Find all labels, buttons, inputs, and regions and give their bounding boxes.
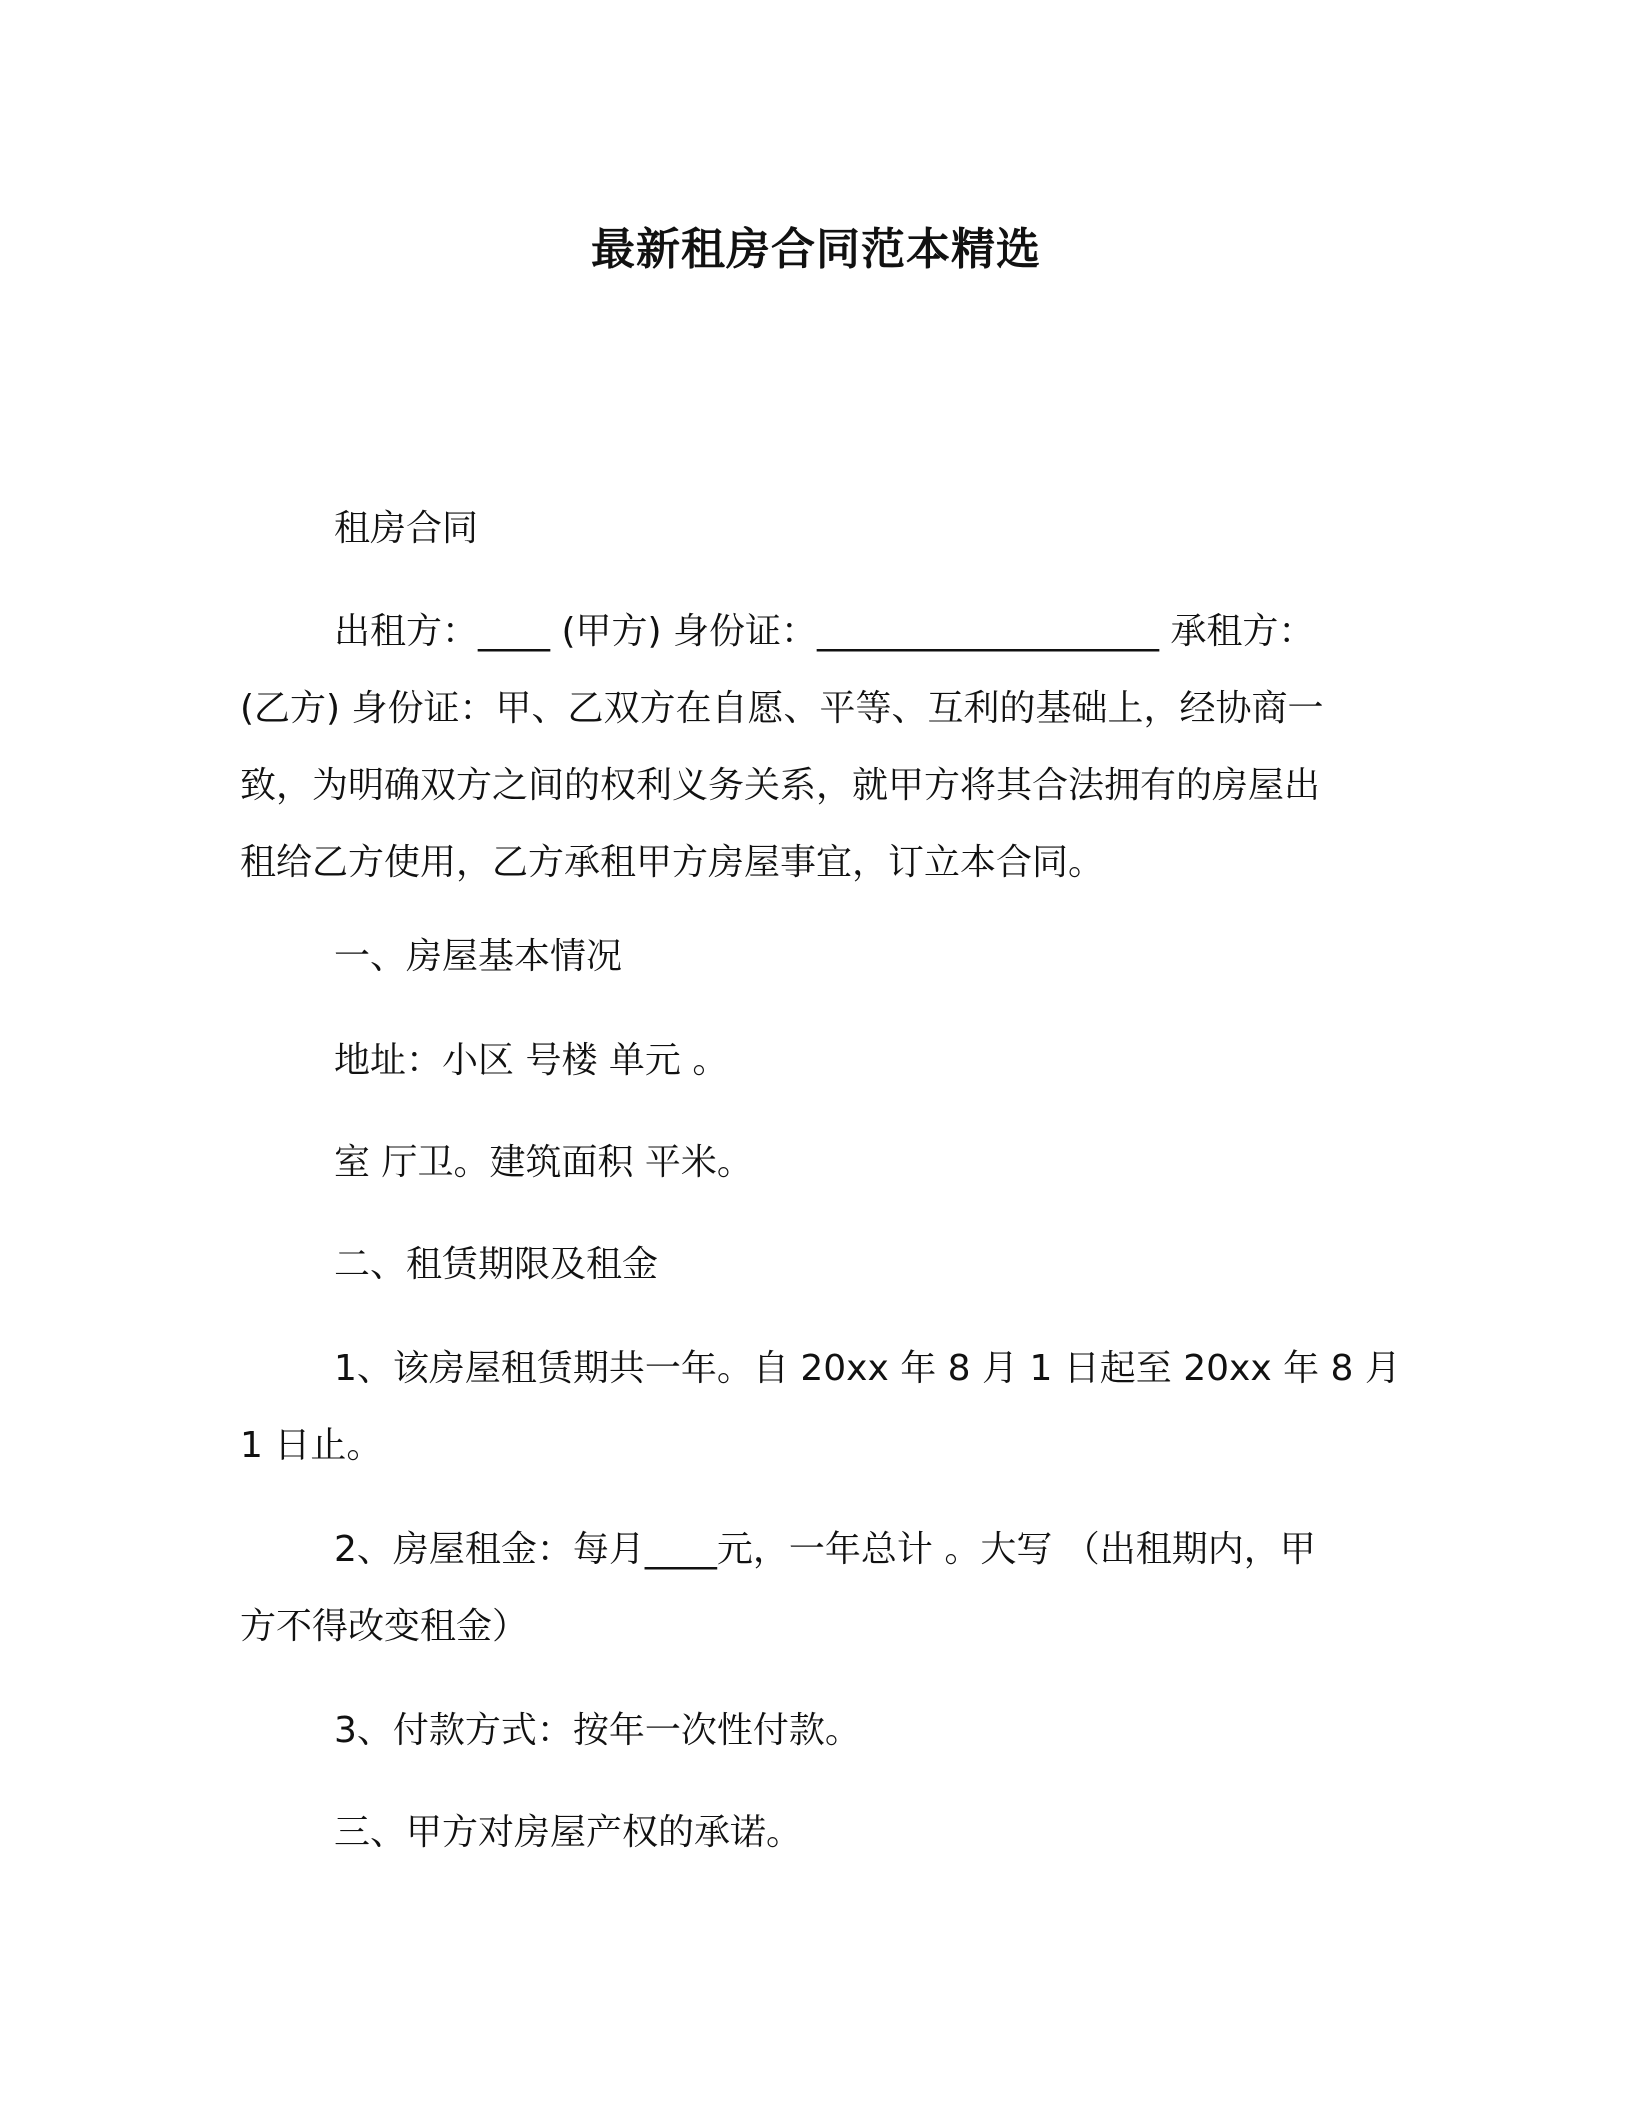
- contract-subtitle: 租房合同: [334, 508, 479, 549]
- intro-line-4: 租给乙方使用，乙方承租甲方房屋事宜，订立本合同。: [240, 842, 1105, 883]
- intro-line-2: (乙方) 身份证：甲、乙双方在自愿、平等、互利的基础上，经协商一: [240, 688, 1324, 729]
- intro-line-1: 出租方：____ (甲方) 身份证：___________________ 承租方：: [334, 611, 1315, 652]
- room-line: 室 厅卫。建筑面积 平米。: [334, 1142, 753, 1183]
- rent-line-2: 方不得改变租金）: [240, 1606, 529, 1647]
- lease-term-line-2: 1 日止。: [240, 1425, 383, 1466]
- section-heading-2: 二、租赁期限及租金: [334, 1244, 659, 1285]
- address-line: 地址：小区 号楼 单元 。: [334, 1040, 729, 1081]
- intro-line-3: 致，为明确双方之间的权利义务关系，就甲方将其合法拥有的房屋出: [240, 765, 1321, 806]
- document-title: 最新租房合同范本精选: [591, 224, 1041, 275]
- lease-term-line-1: 1、该房屋租赁期共一年。自 20xx 年 8 月 1 日起至 20xx 年 8 月: [334, 1348, 1401, 1389]
- payment-method-line: 3、付款方式：按年一次性付款。: [334, 1710, 861, 1751]
- section-heading-3: 三、甲方对房屋产权的承诺。: [334, 1812, 803, 1853]
- rent-line-1: 2、房屋租金：每月____元，一年总计 。大写 （出租期内，甲: [334, 1529, 1316, 1570]
- section-heading-1: 一、房屋基本情况: [334, 936, 623, 977]
